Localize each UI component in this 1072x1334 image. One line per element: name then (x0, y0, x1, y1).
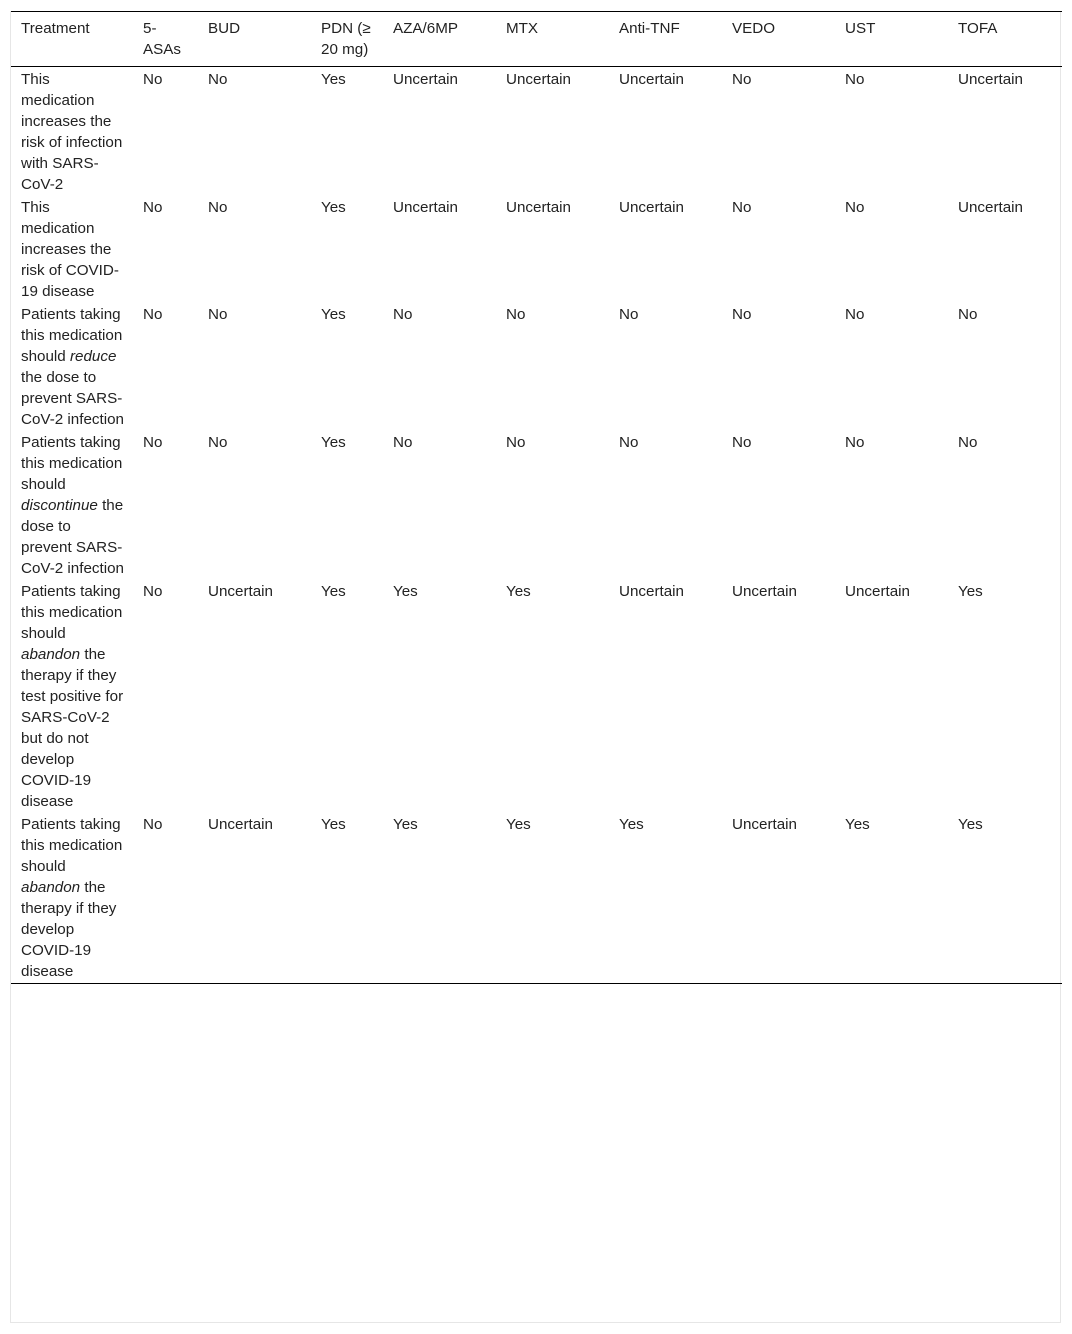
cell-mtx: Yes (506, 583, 531, 600)
cell-tofa: Uncertain (958, 199, 1023, 216)
cell-aza-6mp: Yes (393, 816, 418, 833)
cell-ust: Uncertain (845, 583, 910, 600)
col-header-ust: UST (845, 20, 876, 37)
cell-anti-tnf: No (619, 434, 639, 451)
row-question: Patients taking this medication should abandon the therapy if they develop COVID-19 disease (21, 816, 123, 980)
table-row (11, 580, 1062, 813)
header-row (11, 12, 1062, 67)
cell-tofa: Yes (958, 816, 983, 833)
treatment-table (11, 11, 1062, 984)
cell-bud: No (208, 71, 228, 88)
cell-5-asas: No (143, 306, 163, 323)
cell-vedo: No (732, 71, 752, 88)
col-header-5-asas: 5-ASAs (143, 20, 181, 58)
cell-bud: No (208, 199, 228, 216)
col-header-aza-6mp: AZA/6MP (393, 20, 458, 37)
cell-5-asas: No (143, 583, 163, 600)
table-row (11, 303, 1062, 431)
cell-5-asas: No (143, 434, 163, 451)
cell-5-asas: No (143, 199, 163, 216)
cell-pdn: Yes (321, 306, 346, 323)
cell-ust: Yes (845, 816, 870, 833)
cell-anti-tnf: Yes (619, 816, 644, 833)
cell-mtx: No (506, 434, 526, 451)
table-row (11, 67, 1062, 197)
cell-bud: Uncertain (208, 816, 273, 833)
cell-pdn: Yes (321, 434, 346, 451)
cell-ust: No (845, 71, 865, 88)
cell-vedo: No (732, 434, 752, 451)
cell-pdn: Yes (321, 583, 346, 600)
cell-pdn: Yes (321, 71, 346, 88)
row-question: Patients taking this medication should discontinue the dose to prevent SARS-CoV-2 infection (21, 434, 124, 577)
cell-anti-tnf: No (619, 306, 639, 323)
table-row (11, 196, 1062, 303)
row-question: This medication increases the risk of infection with SARS-CoV-2 (21, 71, 123, 193)
col-header-bud: BUD (208, 20, 241, 37)
table-row (11, 813, 1062, 984)
cell-bud: No (208, 434, 228, 451)
table-row (11, 431, 1062, 580)
table-container (10, 11, 1061, 1323)
cell-aza-6mp: No (393, 434, 413, 451)
cell-pdn: Yes (321, 816, 346, 833)
cell-mtx: Uncertain (506, 71, 571, 88)
cell-vedo: No (732, 199, 752, 216)
row-question: Patients taking this medication should abandon the therapy if they test positive for SARS-CoV-2 but do not develop COVID-19 disease (21, 583, 124, 810)
cell-aza-6mp: Uncertain (393, 199, 458, 216)
cell-tofa: Yes (958, 583, 983, 600)
cell-ust: No (845, 199, 865, 216)
cell-anti-tnf: Uncertain (619, 199, 684, 216)
cell-vedo: Uncertain (732, 816, 797, 833)
col-header-mtx: MTX (506, 20, 539, 37)
cell-bud: No (208, 306, 228, 323)
col-header-tofa: TOFA (958, 20, 998, 37)
cell-aza-6mp: Uncertain (393, 71, 458, 88)
col-header-anti-tnf: Anti-TNF (619, 20, 680, 37)
cell-ust: No (845, 434, 865, 451)
cell-pdn: Yes (321, 199, 346, 216)
cell-anti-tnf: Uncertain (619, 583, 684, 600)
cell-aza-6mp: Yes (393, 583, 418, 600)
cell-anti-tnf: Uncertain (619, 71, 684, 88)
cell-5-asas: No (143, 71, 163, 88)
cell-mtx: Yes (506, 816, 531, 833)
cell-tofa: No (958, 434, 978, 451)
cell-tofa: No (958, 306, 978, 323)
cell-5-asas: No (143, 816, 163, 833)
cell-ust: No (845, 306, 865, 323)
row-question: Patients taking this medication should reduce the dose to prevent SARS-CoV-2 infection (21, 306, 124, 428)
row-question: This medication increases the risk of COVID-19 disease (21, 199, 119, 300)
cell-mtx: No (506, 306, 526, 323)
col-header-vedo: VEDO (732, 20, 776, 37)
cell-bud: Uncertain (208, 583, 273, 600)
cell-aza-6mp: No (393, 306, 413, 323)
cell-vedo: Uncertain (732, 583, 797, 600)
cell-vedo: No (732, 306, 752, 323)
cell-tofa: Uncertain (958, 71, 1023, 88)
col-header-treatment: Treatment (21, 20, 90, 37)
cell-mtx: Uncertain (506, 199, 571, 216)
col-header-pdn: PDN (≥ 20 mg) (321, 20, 371, 58)
